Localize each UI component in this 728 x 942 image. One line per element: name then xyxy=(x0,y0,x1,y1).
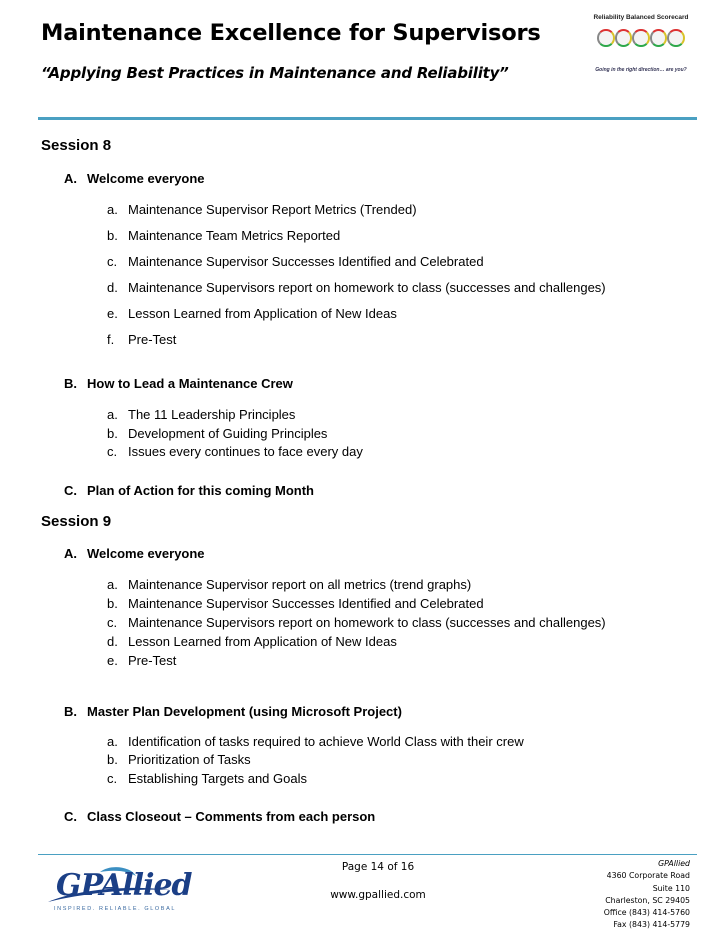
section-label: C. xyxy=(64,809,77,824)
list-item xyxy=(107,332,176,347)
header-divider xyxy=(38,117,697,120)
item-label: a. xyxy=(107,407,118,422)
item-label: a. xyxy=(107,202,118,217)
address-company: GPAllied xyxy=(658,859,690,868)
section-heading xyxy=(64,546,205,561)
item-label: e. xyxy=(107,653,118,668)
gpallied-logo xyxy=(40,864,192,914)
item-text: Prioritization of Tasks xyxy=(128,752,251,767)
gauge-icon xyxy=(650,29,668,47)
item-label: b. xyxy=(107,596,118,611)
page-number: Page 14 of 16 xyxy=(341,861,415,873)
item-text: Maintenance Supervisors report on homework to class (successes and challenges) xyxy=(128,280,606,295)
item-text: Maintenance Supervisor Successes Identified and Celebrated xyxy=(128,596,484,611)
document-title: Maintenance Excellence for Supervisors xyxy=(41,20,541,46)
gauge-icon xyxy=(632,29,650,47)
item-text: The 11 Leadership Principles xyxy=(128,407,296,422)
section-label: A. xyxy=(64,171,77,186)
item-text: Issues every continues to face every day xyxy=(128,444,363,459)
list-item xyxy=(107,752,251,767)
list-item xyxy=(107,634,397,649)
document-subtitle: “Applying Best Practices in Maintenance and Reliability” xyxy=(41,64,509,82)
item-label: b. xyxy=(107,426,118,441)
item-label: d. xyxy=(107,634,118,649)
address-fax: Fax (843) 414-5779 xyxy=(613,920,690,930)
item-label: a. xyxy=(107,734,118,749)
list-item xyxy=(107,280,606,295)
section-label: C. xyxy=(64,483,77,498)
item-text: Maintenance Supervisor Report Metrics (Trended) xyxy=(128,202,417,217)
gauge-row xyxy=(597,29,685,47)
item-label: c. xyxy=(107,615,118,630)
section-title: Welcome everyone xyxy=(87,171,205,186)
item-label: a. xyxy=(107,577,118,592)
item-text: Maintenance Team Metrics Reported xyxy=(128,228,341,243)
list-item xyxy=(107,254,484,269)
list-item xyxy=(107,771,307,786)
scorecard-title: Reliability Balanced Scorecard xyxy=(593,14,689,21)
item-text: Maintenance Supervisors report on homework to class (successes and challenges) xyxy=(128,615,606,630)
list-item xyxy=(107,577,471,592)
gauge-icon xyxy=(615,29,633,47)
section-title: Master Plan Development (using Microsoft Project) xyxy=(87,704,402,719)
section-heading xyxy=(64,809,375,824)
scorecard-tagline: Going in the right direction… are you? xyxy=(595,67,687,73)
gauge-icon xyxy=(667,29,685,47)
item-label: d. xyxy=(107,280,118,295)
section-heading xyxy=(64,376,293,391)
item-text: Pre-Test xyxy=(128,332,177,347)
section-title: Plan of Action for this coming Month xyxy=(87,483,314,498)
section-label: B. xyxy=(64,704,77,719)
item-label: b. xyxy=(107,752,118,767)
session-heading: Session 8 xyxy=(41,137,112,154)
item-label: e. xyxy=(107,306,118,321)
section-title: Class Closeout – Comments from each person xyxy=(87,809,376,824)
list-item xyxy=(107,306,397,321)
website-link[interactable]: www.gpallied.com xyxy=(330,889,426,901)
item-label: f. xyxy=(107,332,115,347)
section-title: Welcome everyone xyxy=(87,546,205,561)
list-item xyxy=(107,228,340,243)
item-text: Establishing Targets and Goals xyxy=(128,771,307,786)
list-item xyxy=(107,202,417,217)
address-suite: Suite 110 xyxy=(652,883,690,893)
list-item xyxy=(107,407,295,422)
item-label: c. xyxy=(107,254,118,269)
footer-divider xyxy=(38,854,697,855)
item-label: c. xyxy=(107,771,118,786)
list-item xyxy=(107,444,363,459)
section-heading xyxy=(64,704,402,719)
item-label: c. xyxy=(107,444,118,459)
section-label: B. xyxy=(64,376,77,391)
logo-tagline: INSPIRED. RELIABLE. GLOBAL xyxy=(54,906,176,912)
item-text: Lesson Learned from Application of New Ideas xyxy=(128,306,397,321)
list-item xyxy=(107,653,176,668)
item-text: Pre-Test xyxy=(128,653,177,668)
address-city: Charleston, SC 29405 xyxy=(605,895,690,905)
list-item xyxy=(107,734,524,749)
item-text: Identification of tasks required to achieve World Class with their crew xyxy=(128,734,524,749)
item-text: Maintenance Supervisor report on all metrics (trend graphs) xyxy=(128,577,472,592)
address-street: 4360 Corporate Road xyxy=(606,871,690,881)
company-address xyxy=(560,858,690,932)
item-text: Development of Guiding Principles xyxy=(128,426,328,441)
item-text: Maintenance Supervisor Successes Identified and Celebrated xyxy=(128,254,484,269)
section-heading xyxy=(64,483,314,498)
item-text: Lesson Learned from Application of New Ideas xyxy=(128,634,397,649)
section-title: How to Lead a Maintenance Crew xyxy=(87,376,293,391)
gauge-icon xyxy=(597,29,615,47)
item-label: b. xyxy=(107,228,118,243)
logo-wordmark: GPAllied xyxy=(56,868,192,903)
list-item xyxy=(107,596,484,611)
scorecard-graphic xyxy=(593,14,689,84)
list-item xyxy=(107,615,606,630)
section-label: A. xyxy=(64,546,77,561)
section-heading xyxy=(64,171,205,186)
session-heading: Session 9 xyxy=(41,513,112,530)
address-office-phone: Office (843) 414-5760 xyxy=(603,908,690,918)
list-item xyxy=(107,426,327,441)
